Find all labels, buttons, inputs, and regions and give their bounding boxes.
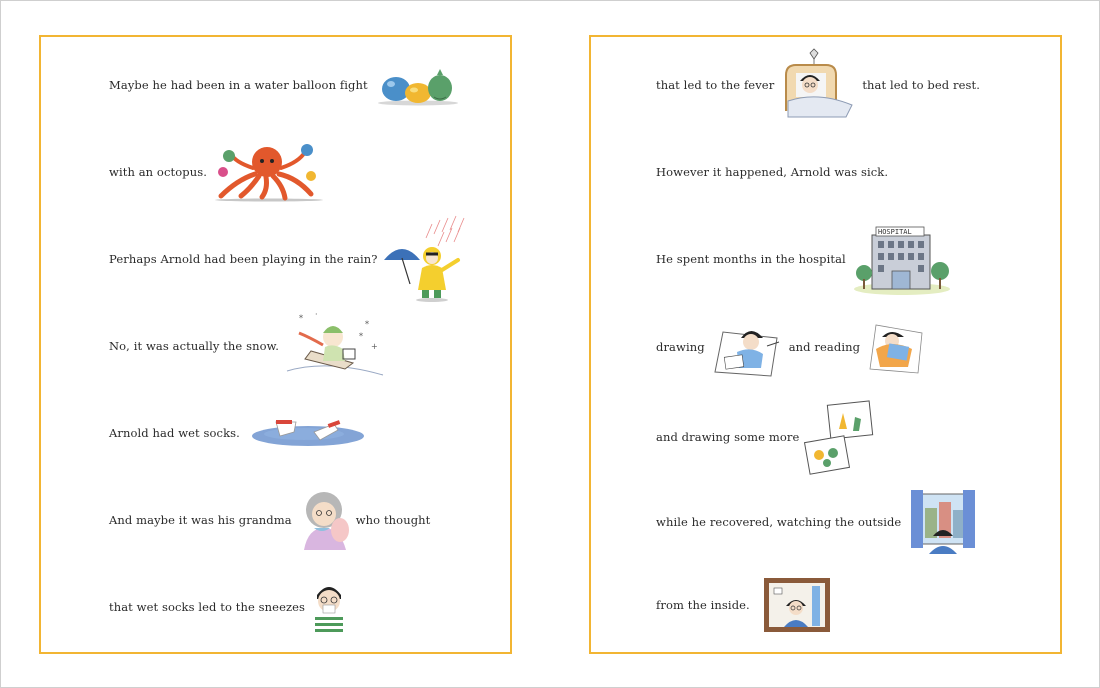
- octopus-icon: [211, 142, 329, 202]
- boy-sneezing-icon: [311, 579, 347, 635]
- boy-drawing-icon: [711, 316, 783, 378]
- drawings-pinned-icon: [803, 399, 877, 475]
- story-line: [656, 490, 983, 554]
- story-line: [656, 316, 932, 378]
- boy-at-window-icon: [909, 490, 977, 554]
- story-line: [109, 490, 430, 550]
- story-line: [109, 55, 468, 115]
- story-text: Maybe he had been in a water balloon fight: [109, 78, 368, 92]
- grandma-icon: [298, 488, 350, 552]
- story-text: that wet socks led to the sneezes: [109, 600, 306, 614]
- left-page: [39, 35, 512, 654]
- story-text: Perhaps Arnold had been playing in the rain?: [109, 252, 378, 266]
- story-text: while he recovered, watching the outside: [656, 515, 902, 529]
- hospital-building-icon: [852, 223, 950, 295]
- boy-umbrella-rain-icon: [380, 214, 470, 304]
- story-line: [109, 403, 374, 463]
- story-text: that led to the fever: [656, 78, 775, 92]
- water-balloons-icon: [374, 63, 462, 107]
- svg-text:·: ·: [314, 310, 318, 319]
- story-line: [109, 229, 476, 289]
- story-text-after: and reading: [788, 340, 861, 354]
- story-line: [109, 142, 335, 202]
- hospital-sign: HOSPITAL: [877, 228, 912, 236]
- story-text-after: who thought: [355, 513, 431, 527]
- boy-reading-icon: [866, 319, 926, 375]
- story-line: [109, 310, 391, 376]
- right-page: [589, 35, 1062, 654]
- story-text: He spent months in the hospital: [656, 252, 846, 266]
- story-text: with an octopus.: [109, 165, 207, 179]
- story-line: [656, 399, 883, 475]
- story-text: from the inside.: [656, 598, 750, 612]
- boy-in-bed-icon: [780, 47, 856, 123]
- svg-text:*: *: [358, 332, 363, 341]
- svg-text:*: *: [364, 320, 369, 329]
- story-text: No, it was actually the snow.: [109, 339, 279, 353]
- story-line: [109, 577, 353, 637]
- boy-framed-window-icon: [762, 576, 832, 634]
- story-text: However it happened, Arnold was sick.: [656, 165, 889, 179]
- boy-sled-snow-icon: [285, 309, 385, 383]
- story-line: [656, 47, 980, 123]
- story-line: [656, 142, 888, 202]
- story-text-after: that led to bed rest.: [862, 78, 980, 92]
- story-text: and drawing some more: [656, 430, 800, 444]
- story-line: [656, 575, 838, 635]
- story-line: [656, 223, 956, 295]
- svg-text:*: *: [298, 314, 303, 323]
- wet-socks-icon: [248, 416, 368, 450]
- story-text: Arnold had wet socks.: [109, 426, 240, 440]
- story-text: And maybe it was his grandma: [109, 513, 292, 527]
- svg-text:+: +: [370, 342, 378, 351]
- story-text: drawing: [656, 340, 705, 354]
